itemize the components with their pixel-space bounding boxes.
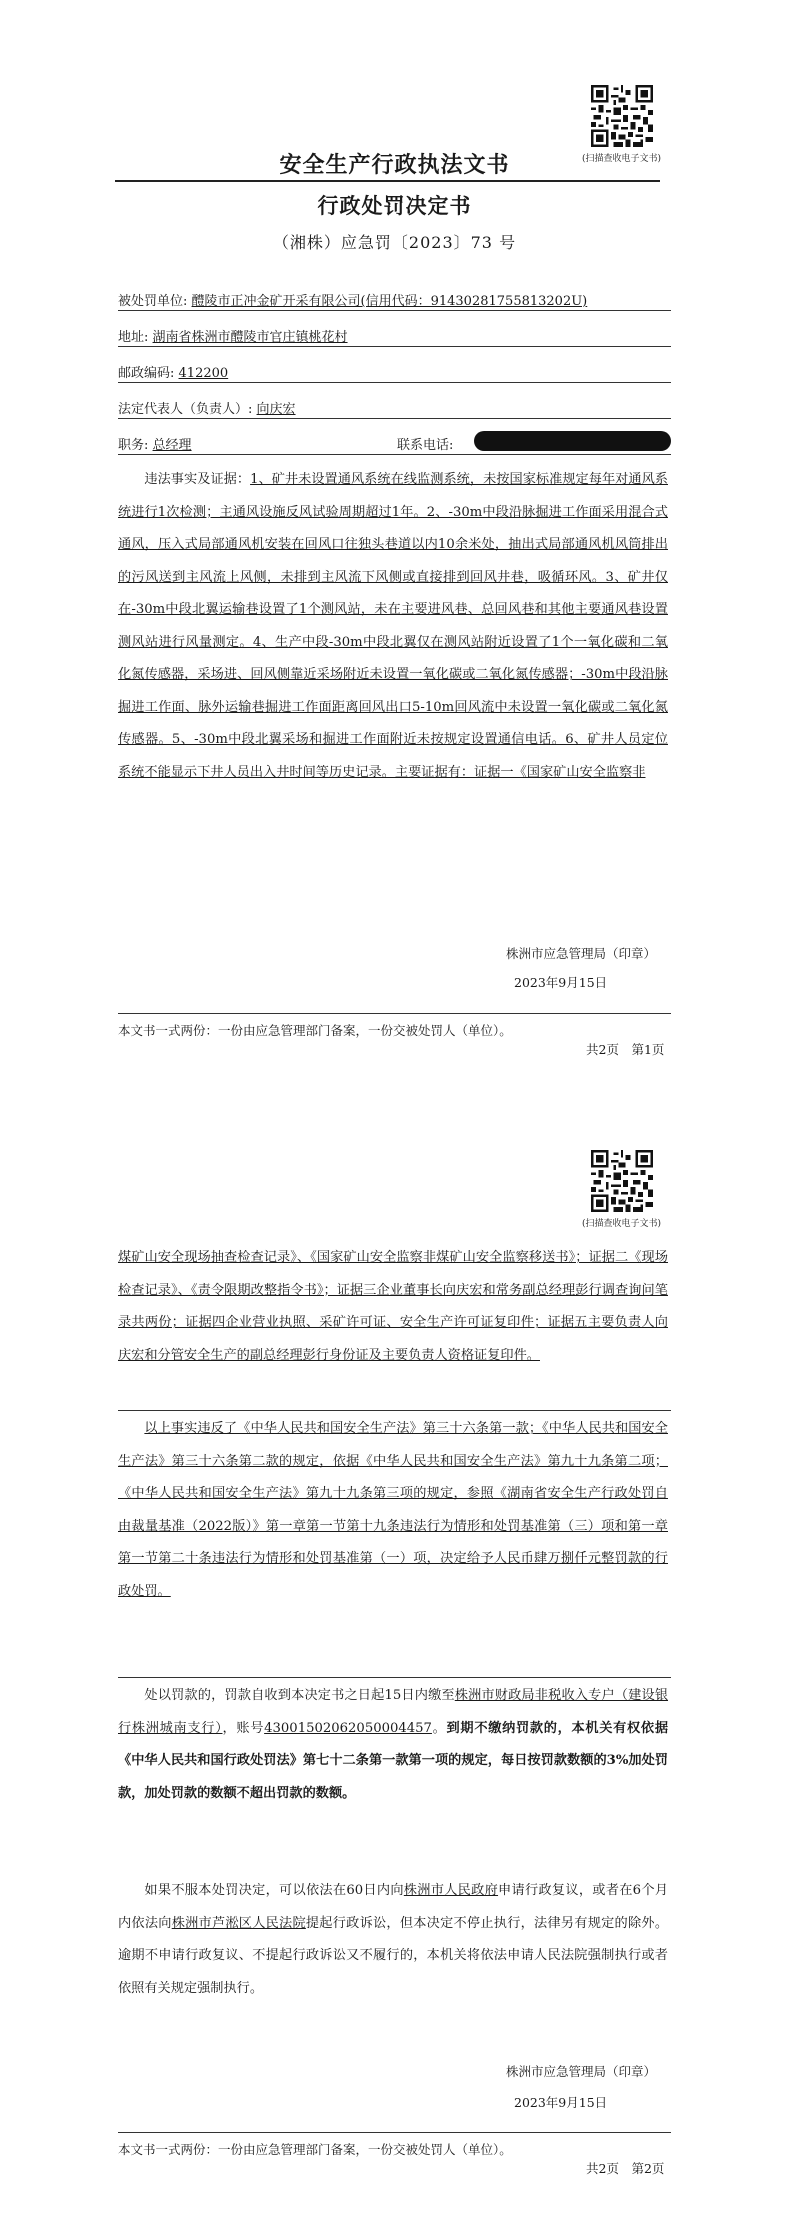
- field-value: 总经理: [152, 438, 192, 453]
- document-page-1: [0, 0, 789, 1110]
- issuing-authority: 株洲市应急管理局（印章）: [506, 2064, 657, 2079]
- payment-text: 。: [431, 1720, 447, 1736]
- payment-text: 处以罚款的，罚款自收到本决定书之日起15日内缴至: [144, 1688, 455, 1703]
- field-label: 地址:: [118, 330, 149, 345]
- issue-date: 2023年9月15日: [514, 2095, 608, 2110]
- field-underline: [118, 346, 671, 347]
- payment-paragraph: [118, 1680, 668, 1810]
- field-address: [118, 326, 348, 345]
- field-label: 职务:: [118, 438, 149, 453]
- field-label: 法定代表人（负责人）:: [118, 402, 253, 417]
- page-number: 共2页 第2页: [586, 2161, 665, 2176]
- court-name: 株洲市芦淞区人民法院: [171, 1915, 306, 1931]
- field-label: 被处罚单位:: [118, 294, 188, 309]
- facts-text-part2: 煤矿山安全现场抽查检查记录》、《国家矿山安全监察非煤矿山安全监察移送书》；证据二《现场检查记录》、《责令限期改整指令书》；证据三企业董事长向庆宏和常务副总经理彭行调查询问笔录共两份；证据四企业营业执照、采矿许可证、安全生产许可证复印件；证据五主要负责人向庆宏和分管安全生产的副总经理彭行身份证及主要负责人资格证复印件。: [118, 1250, 668, 1363]
- field-position: [118, 434, 192, 453]
- payment-account-number: 43001502062050004457: [264, 1720, 432, 1736]
- field-underline: [118, 454, 671, 455]
- footer-note: 本文书一式两份：一份由应急管理部门备案，一份交被处罚人（单位）。: [118, 1023, 512, 1038]
- qr-caption: (扫描查收电子文书): [582, 154, 662, 164]
- doc-category-title: 安全生产行政执法文书: [279, 152, 510, 178]
- qr-caption: (扫描查收电子文书): [582, 1219, 662, 1229]
- doc-type-title: 行政处罚决定书: [317, 193, 472, 218]
- payment-account-name: 株洲市财政局非税收入专户（建设银行株洲城南支行）: [118, 1688, 669, 1736]
- footer-divider: [118, 1013, 671, 1014]
- appeal-text: 提起行政诉讼，但本决定不停止执行，法律另有规定的除外。逾期不申请行政复议、不提起行政诉讼又不履行的，本机关将依法申请人民法院强制执行或者依照有关规定强制执行。: [118, 1915, 669, 1996]
- field-postcode: [118, 362, 228, 381]
- document-page-2: [0, 1110, 789, 2236]
- payment-text: ，账号: [222, 1720, 265, 1736]
- field-underline: [118, 310, 671, 311]
- appeal-text: 如果不服本处罚决定，可以依法在60日内向: [144, 1883, 404, 1898]
- appeal-paragraph: [118, 1875, 668, 2005]
- late-payment-warning: 到期不缴纳罚款的，本机关有权依据《中华人民共和国行政处罚法》第七十二条第一款第一项的规定，每日按罚款数额的3%加处罚款，加处罚款的数额不超出罚款的数额。: [118, 1720, 669, 1801]
- appeal-text: 申请行政复议，或者在6个月内依法向: [118, 1883, 669, 1931]
- section-divider: [118, 1410, 671, 1411]
- facts-text-part1: 1、矿井未设置通风系统在线监测系统，未按国家标准规定每年对通风系统进行1次检测；主通风设施反风试验周期超过1年。2、-30m中段沿脉掘进工作面采用混合式通风，压入式局部通风机安装在回风口往独头巷道以内10余米处，抽出式局部通风机风筒排出的污风送到主风流上风侧，未排到主风流下风侧或直接排到回风井巷，吸循环风。3、矿井仅在-30m中段北翼运输巷设置了1个测风站，未在主要进风巷、总回风巷和其他主要通风巷设置测风站进行风量测定。4、生产中段-30m中段北翼仅在测风站附近设置了1个一氧化碳和二氧化氮传感器，采场进、回风侧靠近采场附近未设置一氧化碳或二氧化氮传感器；-30m中段沿脉掘进工作面、脉外运输巷掘进工作面距离回风出口5-10m回风流中未设置一氧化碳或二氧化氮传感器。5、-30m中段北翼采场和掘进工作面附近未按规定设置通信电话。6、矿井人员定位系统不能显示下井人员出入井时间等历史记录。主要证据有：证据一《国家矿山安全监察非: [118, 472, 668, 780]
- field-phone: [397, 434, 453, 453]
- section-divider: [118, 1677, 671, 1678]
- facts-lead: 违法事实及证据：: [144, 472, 251, 487]
- redacted-phone-number: [474, 431, 671, 451]
- field-value: 湖南省株洲市醴陵市官庄镇桃花村: [152, 330, 348, 345]
- footer-divider: [118, 2132, 671, 2133]
- field-label: 联系电话:: [397, 438, 454, 453]
- doc-number: （湘株）应急罚〔2023〕73 号: [272, 233, 517, 252]
- field-legal-representative: [118, 398, 296, 417]
- qr-code-icon[interactable]: [591, 85, 653, 147]
- facts-and-evidence-paragraph: [118, 464, 668, 789]
- page-number: 共2页 第1页: [586, 1042, 665, 1057]
- field-penalized-entity: [118, 290, 587, 309]
- field-value: 412200: [178, 366, 229, 381]
- legal-basis-paragraph: [118, 1413, 668, 1608]
- field-underline: [118, 418, 671, 419]
- footer-note: 本文书一式两份：一份由应急管理部门备案，一份交被处罚人（单位）。: [118, 2142, 512, 2157]
- title-divider: [115, 180, 660, 182]
- field-label: 邮政编码:: [118, 366, 175, 381]
- field-value: 向庆宏: [256, 402, 296, 417]
- field-underline: [118, 382, 671, 383]
- facts-continued-paragraph: [118, 1242, 668, 1372]
- field-value: 醴陵市正冲金矿开采有限公司(信用代码：91430281755813202U): [191, 294, 588, 309]
- issuing-authority: 株洲市应急管理局（印章）: [506, 946, 657, 961]
- legal-basis-text: 以上事实违反了《中华人民共和国安全生产法》第三十六条第一款；《中华人民共和国安全生产法》第三十六条第二款的规定，依据《中华人民共和国安全生产法》第九十九条第二项；《中华人民共和国安全生产法》第九十九条第三项的规定，参照《湖南省安全生产行政处罚自由裁量基准（2022版）》第一章第一节第十九条违法行为情形和处罚基准第（三）项和第一章第一节第二十条违法行为情形和处罚基准第（一）项，决定给予人民币肆万捌仟元整罚款的行政处罚。: [118, 1421, 668, 1599]
- issue-date: 2023年9月15日: [514, 975, 608, 990]
- qr-code-icon[interactable]: [591, 1150, 653, 1212]
- review-authority: 株洲市人民政府: [403, 1883, 499, 1898]
